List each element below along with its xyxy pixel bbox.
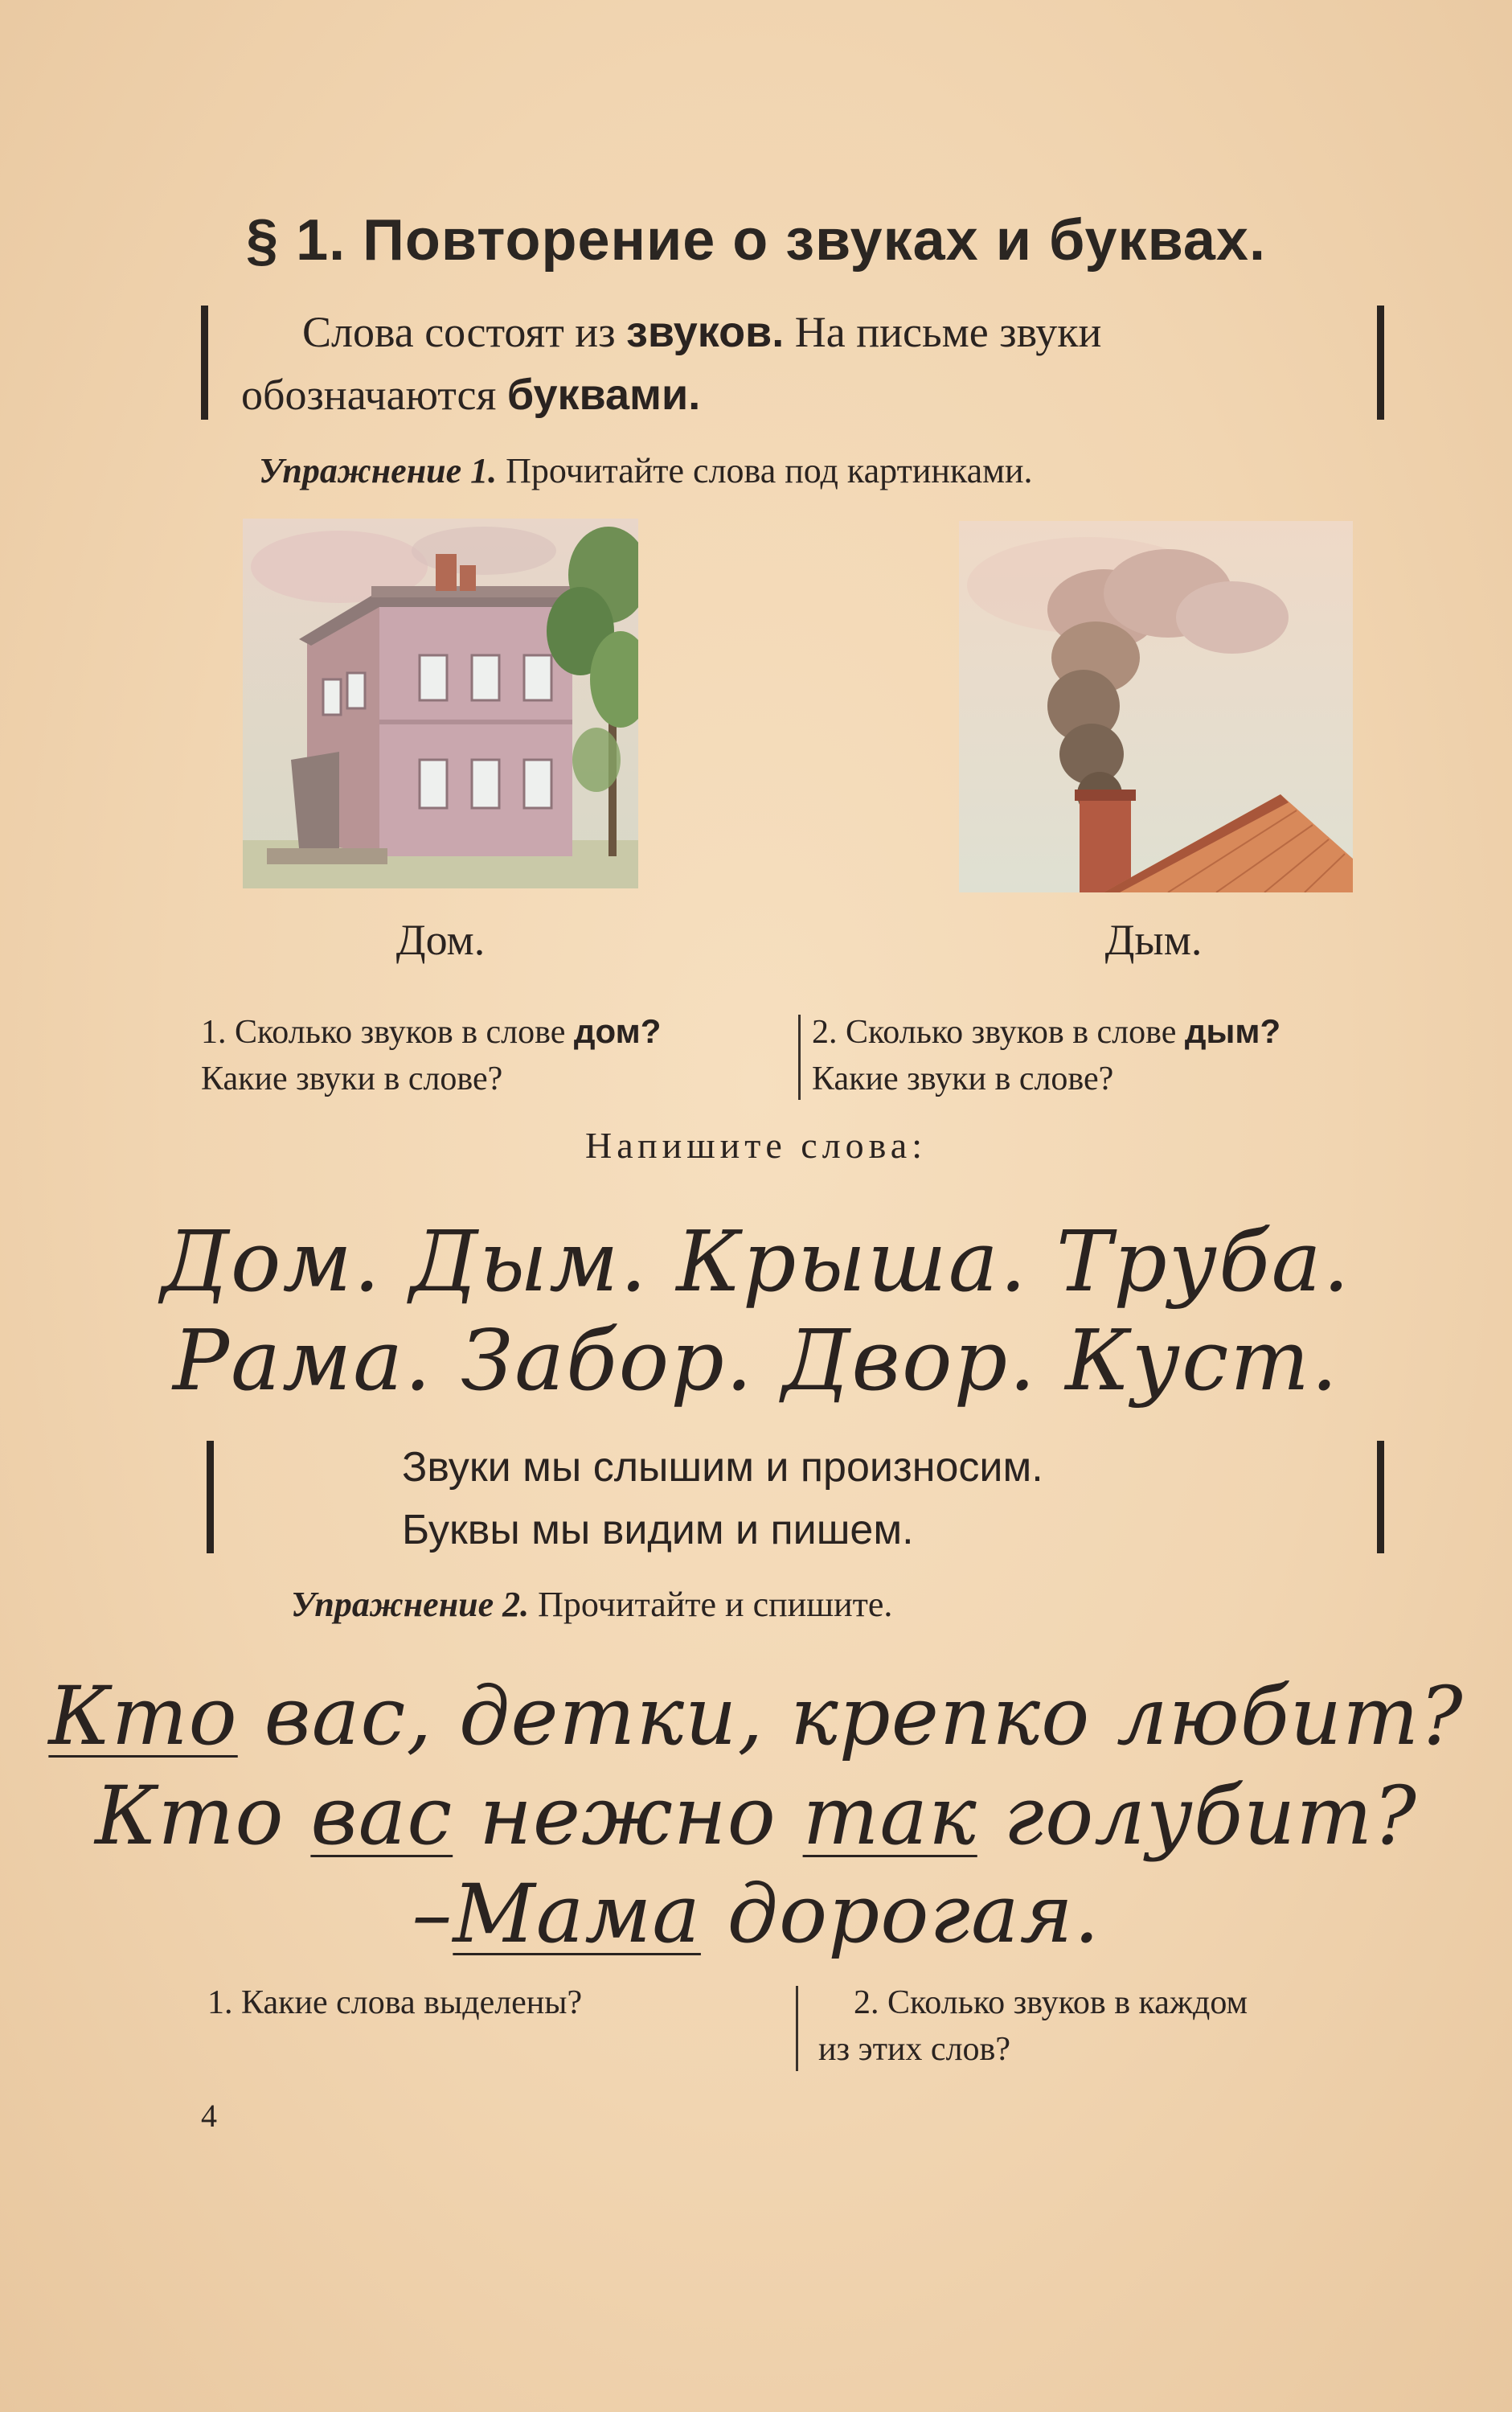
poem-text: вас, детки, крепко любит?	[237, 1669, 1464, 1763]
question-bold-word: дом?	[573, 1012, 662, 1050]
section-title: § 1. Повторение о звуках и буквах.	[246, 208, 1266, 273]
house-illustration	[243, 519, 638, 888]
question-1	[201, 1008, 796, 1102]
poem-text: нежно	[453, 1769, 803, 1863]
question-2	[812, 1008, 1439, 1102]
rule-block	[241, 301, 1367, 426]
question-text: из этих слов?	[818, 2031, 1010, 2068]
exercise-instruction: Прочитайте слова под картинками.	[497, 451, 1033, 490]
question-text: 1. Сколько звуков в слове	[201, 1014, 574, 1051]
exercise-instruction: Прочитайте и спишите.	[529, 1585, 893, 1624]
rule-text: На письме звуки	[784, 308, 1102, 356]
underlined-word: так	[802, 1769, 977, 1863]
exercise-label: Упражнение 2.	[291, 1585, 530, 1624]
question-bold-word: дым?	[1184, 1012, 1281, 1050]
poem-line-1	[0, 1666, 1512, 1767]
question-divider	[798, 1015, 801, 1100]
rule-2-line-2: Буквы мы видим и пишем.	[402, 1507, 914, 1553]
rule-line-1	[241, 301, 1367, 363]
question-divider	[796, 1986, 798, 2071]
poem-text: голубит?	[977, 1769, 1417, 1863]
rule-text: Слова состоят из	[302, 308, 627, 356]
poem-dash: –	[412, 1867, 453, 1961]
poem-line-3	[0, 1864, 1512, 1965]
poem-text: дорогая.	[700, 1867, 1100, 1961]
rule-bar-right	[1377, 1441, 1384, 1553]
cursive-words-line-1: Дом. Дым. Крыша. Труба.	[161, 1212, 1351, 1311]
rule-bold-word: звуков.	[626, 308, 785, 356]
page-number: 4	[201, 2098, 217, 2134]
rule-bar-right	[1377, 306, 1384, 420]
underlined-word: Мама	[453, 1867, 701, 1961]
question-text: Какие звуки в слове?	[812, 1060, 1114, 1097]
exercise-1-heading	[259, 450, 1033, 491]
rule-bold-word: буквами.	[506, 371, 701, 419]
question-text: 2. Сколько звуков в каждом	[854, 1984, 1248, 2021]
question-4	[818, 1979, 1461, 2073]
question-text: 2. Сколько звуков в слове	[812, 1014, 1185, 1051]
exercise-label: Упражнение 1.	[259, 451, 498, 490]
rule-2-block	[402, 1436, 1286, 1561]
cursive-words-line-2: Рама. Забор. Двор. Куст.	[172, 1311, 1340, 1409]
question-3: 1. Какие слова выделены?	[207, 1984, 583, 2021]
rule-text: обозначаются	[241, 371, 507, 419]
rule-2-line-1: Звуки мы слышим и произносим.	[402, 1444, 1043, 1491]
rule-line-2	[241, 363, 1367, 426]
question-text: Какие звуки в слове?	[201, 1060, 503, 1097]
rule-bar-left	[207, 1441, 214, 1553]
poem-text: Кто	[95, 1769, 311, 1863]
caption-smoke: Дым.	[1104, 916, 1203, 964]
underlined-word: Кто	[48, 1669, 238, 1763]
write-words-instruction: Напишите слова:	[584, 1125, 927, 1166]
exercise-2-heading	[291, 1584, 892, 1625]
rule-bar-left	[201, 306, 208, 420]
underlined-word: вас	[310, 1769, 453, 1863]
poem-line-2	[0, 1766, 1512, 1867]
caption-house: Дом.	[395, 916, 486, 964]
smoke-chimney-illustration	[959, 521, 1353, 892]
